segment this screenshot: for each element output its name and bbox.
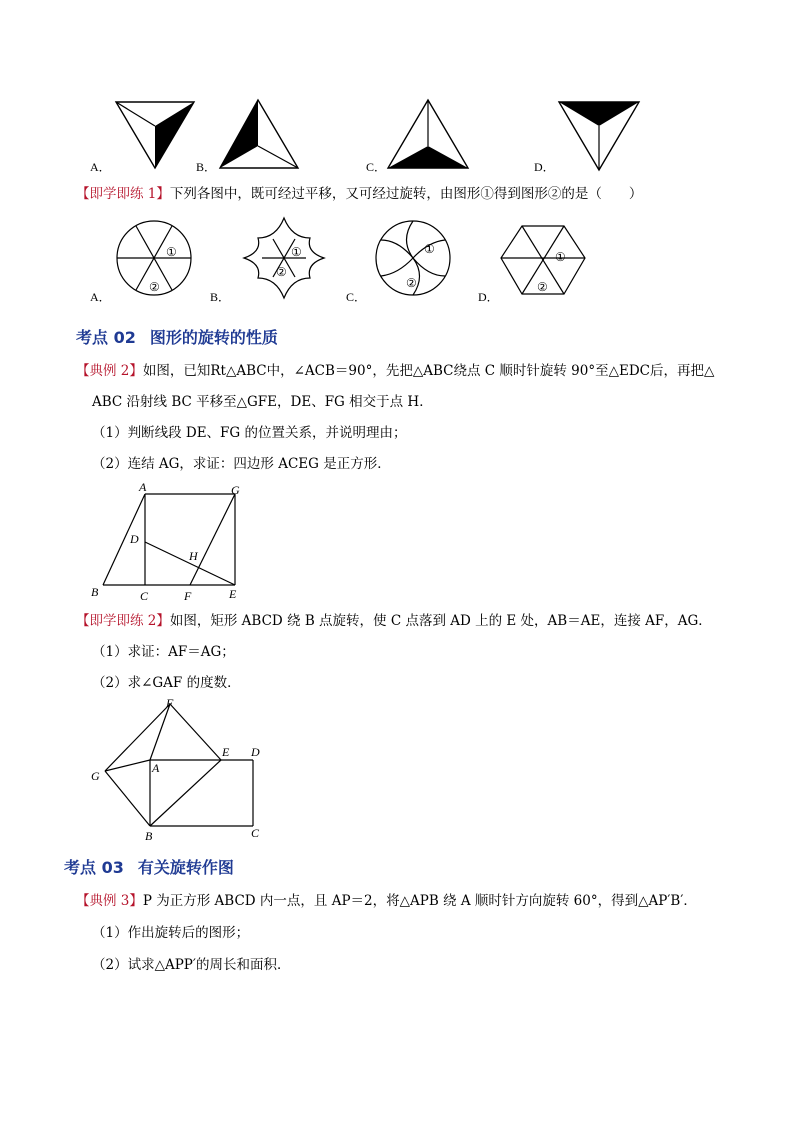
figure-2b: [244, 218, 324, 298]
fig2-label-c: C: [140, 589, 149, 603]
practice-2-figure: [85, 690, 275, 840]
option-label-d: D．: [478, 290, 499, 304]
practice-2-question-1: （1）求证：AF＝AG；: [92, 644, 235, 660]
figure-1b: [220, 100, 298, 168]
fig3-label-b: B: [145, 829, 153, 843]
example-3-tag: 【典例 3】: [76, 893, 143, 909]
figure-2b-label-1: ①: [291, 245, 302, 259]
figure-2d-label-2: ②: [537, 280, 548, 294]
example-3-question-2: （2）试求△APP′的周长和面积．: [92, 957, 291, 973]
fig2-label-g: G: [231, 483, 240, 497]
option-label-a: A．: [90, 290, 111, 304]
figure-2a-label-1: ①: [166, 245, 177, 259]
practice-2-text-1: 如图，矩形 ABCD 绕 B 点旋转，使 C 点落到 AD 上的 E 处，AB＝AE，连接 AF，AG．: [169, 613, 712, 629]
option-label-a: A．: [90, 160, 111, 174]
example-2-line-2: ABC 沿射线 BC 平移至△GFE，DE、FG 相交于点 H．: [92, 394, 433, 410]
example-2-question-2: （2）连结 AG，求证：四边形 ACEG 是正方形．: [92, 456, 391, 472]
fig3-label-c: C: [251, 826, 260, 840]
section-03-number: 考点 03: [64, 858, 124, 877]
option-label-b: B．: [196, 160, 217, 174]
fig3-label-a: A: [152, 761, 160, 775]
example-2-text-1: 如图，已知Rt△ABC中，∠ACB＝90°，先把△ABC绕点 C 顺时针旋转 90°至△EDC后，再把△: [142, 363, 715, 379]
fig3-label-d: D: [251, 745, 260, 759]
option-label-b: B．: [210, 290, 231, 304]
example-2-tag: 【典例 2】: [76, 363, 143, 379]
section-03-title: 有关旋转作图: [137, 858, 234, 877]
section-03-heading: [64, 855, 234, 878]
figure-1d: [559, 102, 639, 170]
section-02-heading: [76, 325, 278, 348]
fig3-label-e: E: [222, 745, 230, 759]
figure-2a-label-2: ②: [149, 280, 160, 294]
fig2-label-e: E: [229, 587, 237, 601]
practice-2-tag: 【即学即练 2】: [76, 613, 170, 629]
fig2-label-h: H: [189, 549, 198, 563]
figure-2c-label-1: ①: [424, 242, 435, 256]
row1-figures: [0, 90, 794, 180]
practice-2-question-2: （2）求∠GAF 的度数．: [92, 675, 241, 691]
example-3-question-1: （1）作出旋转后的图形；: [92, 925, 250, 941]
row2-figures: [0, 212, 794, 304]
option-label-d: D．: [534, 160, 555, 174]
practice-1-tag: 【即学即练 1】: [76, 186, 170, 202]
section-02-number: 考点 02: [76, 328, 136, 347]
example-3-line-1: [76, 893, 697, 909]
fig3-label-f: F: [166, 696, 174, 710]
example-3-text-1: P 为正方形 ABCD 内一点，且 AP＝2，将△APB 绕 A 顺时针方向旋转 60°，得到△AP′B′．: [142, 893, 697, 909]
section-02-title: 图形的旋转的性质: [149, 328, 278, 347]
example-2-line-1: [76, 363, 714, 379]
example-2-question-1: （1）判断线段 DE、FG 的位置关系，并说明理由；: [92, 425, 407, 441]
practice-1-text: 下列各图中，既可经过平移，又可经过旋转，由图形①得到图形②的是（ ）: [169, 186, 643, 202]
figure-2b-label-2: ②: [276, 265, 287, 279]
option-label-c: C．: [366, 160, 387, 174]
fig2-label-d: D: [130, 532, 139, 546]
practice-2-line-1: [76, 613, 712, 629]
fig3-label-g: G: [91, 769, 100, 783]
fig2-label-f: F: [184, 589, 192, 603]
option-label-c: C．: [346, 290, 367, 304]
figure-2d-label-1: ①: [555, 250, 566, 264]
practice-1-question: [76, 186, 642, 202]
figure-1c: [388, 100, 468, 168]
figure-1a: [116, 102, 194, 168]
fig2-label-b: B: [91, 585, 99, 599]
figure-2c-label-2: ②: [406, 276, 417, 290]
fig2-label-a: A: [139, 480, 147, 494]
